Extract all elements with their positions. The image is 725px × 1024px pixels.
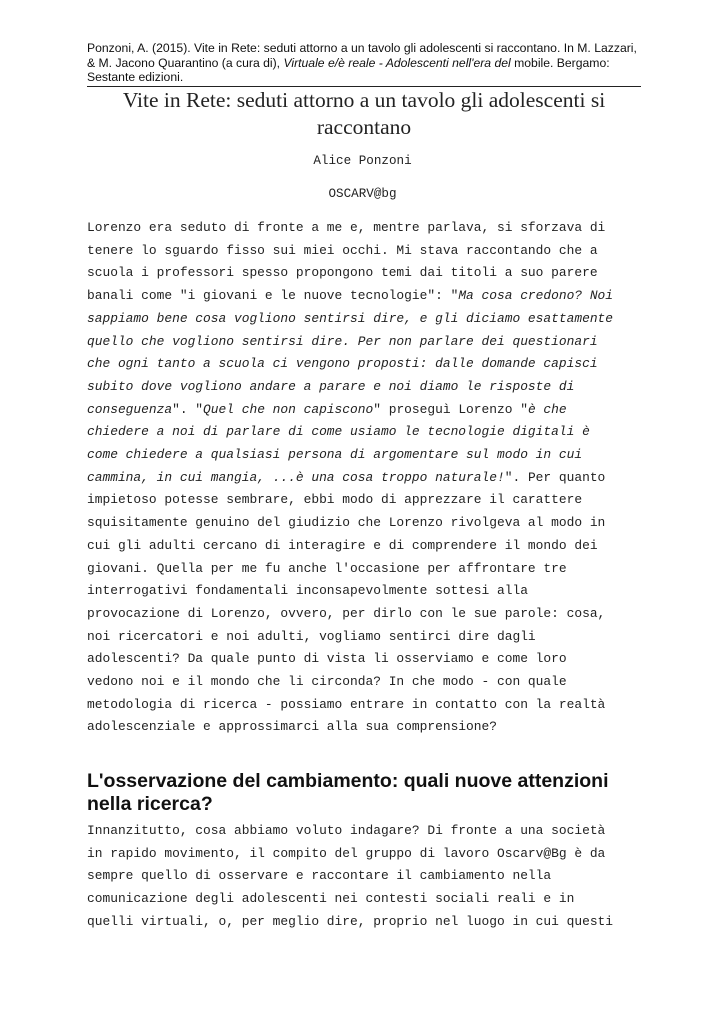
text-run: cui gli adulti cercano di interagire e di comprendere il mondo dei	[87, 537, 598, 553]
text-line	[87, 694, 647, 717]
text-line	[87, 353, 647, 376]
italic-quote: conseguenza	[87, 401, 173, 417]
citation-publisher: mobile. Bergamo: Sestante edizioni.	[87, 55, 610, 85]
text-run: Lorenzo era seduto di fronte a me e, mentre parlava, si sforzava di	[87, 220, 606, 235]
text-line	[87, 262, 647, 285]
citation-header	[87, 41, 647, 85]
italic-quote: chiedere a noi di parlare di come usiamo le tecnologie digitali è	[87, 424, 590, 440]
text-line	[87, 217, 647, 240]
text-line	[87, 376, 647, 399]
text-run: ". "	[172, 401, 204, 417]
text-line	[87, 580, 647, 603]
italic-quote: subito dove vogliono andare a parare e noi diamo le risposte di	[87, 378, 575, 394]
text-line	[87, 444, 647, 467]
text-run: " proseguì Lorenzo "	[373, 401, 528, 417]
text-line	[87, 512, 647, 535]
text-run: tenere lo sguardo fisso sui miei occhi. Mi stava raccontando che a	[87, 242, 598, 258]
text-line	[87, 399, 647, 422]
text-line	[87, 285, 647, 308]
text-line: quelli virtuali, o, per meglio dire, proprio nel luogo in cui questi	[87, 913, 614, 929]
intro-paragraph	[87, 217, 647, 739]
italic-quote: cammina, in cui mangia, ...è una cosa troppo naturale!	[87, 469, 505, 485]
text-run: metodologia di ricerca - possiamo entrare in contatto con la realtà	[87, 696, 606, 712]
text-line	[87, 308, 647, 331]
text-run: impietoso potesse sembrare, ebbi modo di apprezzare il carattere	[87, 492, 583, 508]
text-line: in rapido movimento, il compito del gruppo di lavoro Oscarv@Bg è da	[87, 845, 606, 861]
text-line: sempre quello di osservare e raccontare il cambiamento nella	[87, 868, 552, 884]
text-run: scuola i professori spesso propongono temi dai titoli a suo parere	[87, 265, 598, 281]
text-line	[87, 671, 647, 694]
italic-quote: Ma cosa credono? Noi	[458, 288, 614, 304]
author-affiliation: OSCARV@bg	[328, 187, 397, 201]
section-paragraph	[87, 820, 647, 934]
text-line	[87, 648, 647, 671]
italic-quote: che ogni tanto a scuola ci vengono proposti: dalle domande capisci	[87, 356, 598, 372]
text-line	[87, 603, 647, 626]
citation-book-title: Virtuale e/è reale - Adolescenti nell'era del	[283, 55, 511, 70]
text-run: provocazione di Lorenzo, ovvero, per dirlo con le sue parole: cosa,	[87, 605, 606, 621]
text-run: squisitamente genuino del giudizio che Lorenzo rivolgeva al modo in	[87, 515, 606, 531]
text-run: noi ricercatori e noi adulti, vogliamo sentirci dire dagli	[87, 628, 536, 644]
text-line	[87, 489, 647, 512]
italic-quote: Quel che non capiscono	[203, 401, 374, 417]
text-run: interrogativi fondamentali inconsapevolmente sottesi alla	[87, 583, 528, 599]
italic-quote: come chiedere a qualsiasi persona di argomentare sul modo in cui	[87, 447, 583, 463]
text-run: adolescenti? Da quale punto di vista li osserviamo e come loro	[87, 651, 567, 667]
author-name: Alice Ponzoni	[313, 154, 412, 168]
text-line: Innanzitutto, cosa abbiamo voluto indagare? Di fronte a una società	[87, 823, 606, 838]
paper-title: Vite in Rete: seduti attorno a un tavolo gli adolescenti si raccontano	[122, 88, 606, 139]
italic-quote: quello che vogliono sentirsi dire. Per non parlare dei questionari	[87, 333, 598, 349]
text-run: giovani. Quella per me fu anche l'occasione per affrontare tre	[87, 560, 567, 576]
text-line	[87, 716, 647, 739]
text-line	[87, 240, 647, 263]
text-line	[87, 421, 647, 444]
text-run: adolescenziale e approssimarci alla sua comprensione?	[87, 719, 497, 735]
italic-quote: è che	[527, 401, 567, 417]
text-run: ". Per quanto	[504, 469, 606, 485]
text-run: vedono noi e il mondo che li circonda? In che modo - con quale	[87, 674, 567, 690]
text-line	[87, 626, 647, 649]
section-heading: L'osservazione del cambiamento: quali nuove attenzioni nella ricerca?	[87, 770, 609, 815]
text-line	[87, 558, 647, 581]
text-line	[87, 331, 647, 354]
text-line: comunicazione degli adolescenti nei contesti sociali reali e in	[87, 891, 575, 907]
italic-quote: sappiamo bene cosa vogliono sentirsi dire, e gli diciamo esattamente	[87, 310, 614, 326]
text-line	[87, 467, 647, 490]
text-run: banali come "i giovani e le nuove tecnologie": "	[87, 288, 459, 304]
citation-text: Ponzoni, A. (2015). Vite in Rete: seduti attorno a un tavolo gli adolescenti si raccontano. In M. Lazzari, & M. Jacono Quarantino (a cura di),	[87, 41, 637, 70]
text-line	[87, 535, 647, 558]
